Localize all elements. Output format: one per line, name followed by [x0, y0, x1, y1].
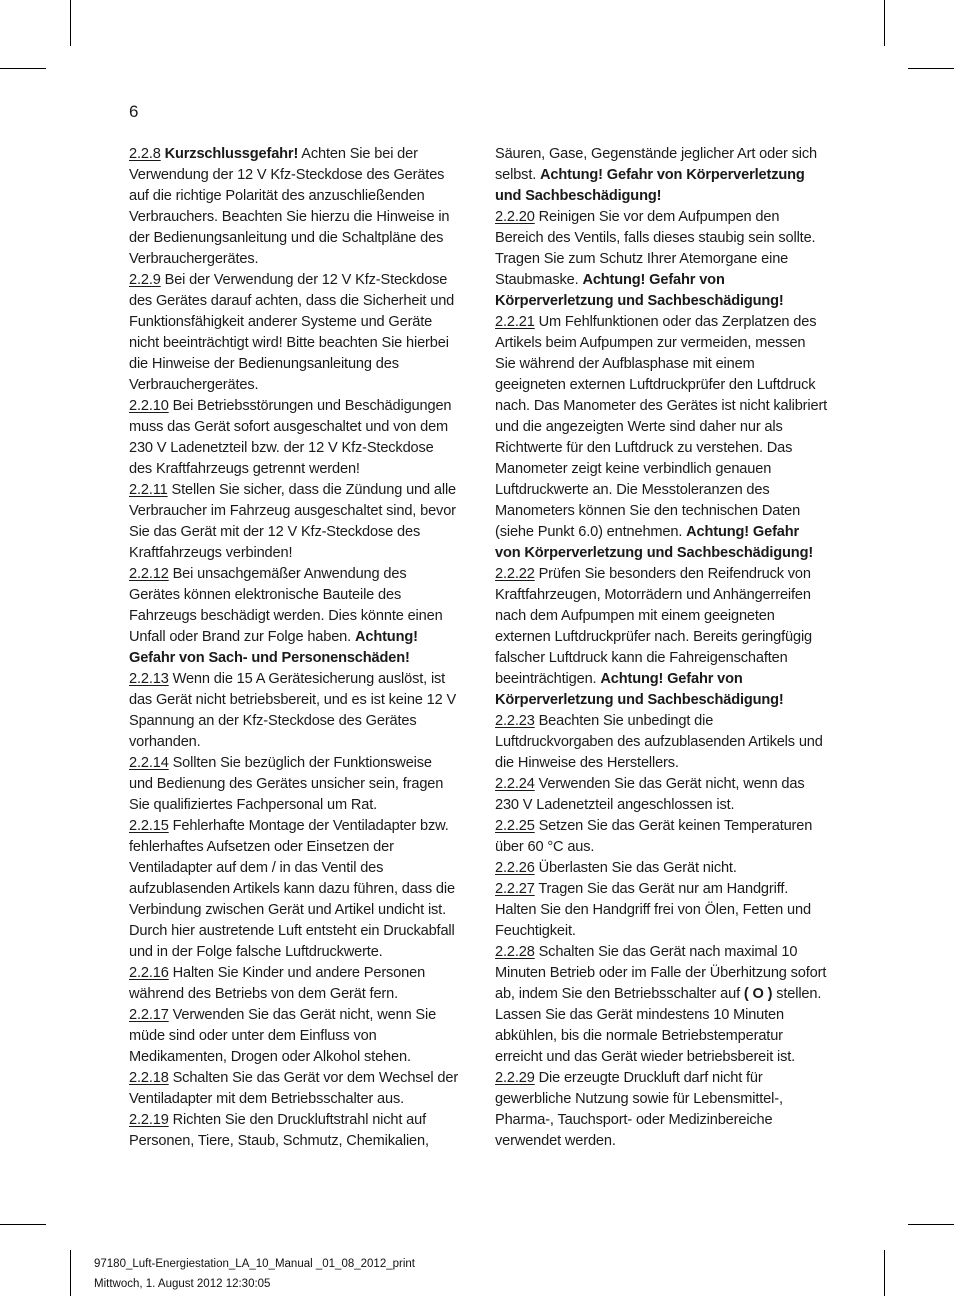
paragraph-text: Sollten Sie bezüglich der Funktionsweise und Bedienung des Gerätes unsicher sein, fragen Sie qualifiziertes Fachpersonal um Rat.: [129, 755, 444, 813]
safety-paragraph: [495, 564, 828, 711]
safety-paragraph: [495, 879, 828, 942]
paragraph-text: Stellen Sie sicher, dass die Zündung und alle Verbraucher im Fahrzeug ausgeschaltet sind, bevor Sie das Gerät mit der 12 V Kfz-Steckdose des Kraftfahrzeugs verbinden!: [129, 482, 457, 561]
warning-label: ( O ): [743, 986, 773, 1002]
paragraph-text: Beachten Sie unbedingt die Luftdruckvorgaben des aufzublasenden Artikels und die Hinweise des Herstellers.: [495, 713, 823, 771]
warning-label: Achtung! Gefahr von Körperverletzung und Sachbeschädigung!: [495, 272, 784, 309]
section-number: 2.2.18: [129, 1070, 169, 1086]
safety-paragraph: [129, 1068, 459, 1110]
safety-paragraph: [129, 270, 459, 396]
paragraph-text: Prüfen Sie besonders den Reifendruck von Kraftfahrzeugen, Motorrädern und Anhängerreifen nach dem Aufpumpen mit einem geeigneten externen Luftdruckprüfer nach. Bereits geringfügig falscher Luftdruck kann die Fahreigenschaften beeinträchtigen.: [495, 566, 812, 687]
paragraph-text: Die erzeugte Druckluft darf nicht für gewerbliche Nutzung sowie für Lebensmittel-, Pharma-, Tauchsport- oder Medizinbereiche verwendet werden.: [495, 1070, 783, 1149]
paragraph-text: Bei Betriebsstörungen und Beschädigungen muss das Gerät sofort ausgeschaltet und von dem 230 V Ladenetzteil bzw. der 12 V Kfz-Steckdose des Kraftfahrzeugs getrennt werden!: [129, 398, 452, 477]
section-number: 2.2.29: [495, 1070, 535, 1086]
safety-paragraph: [495, 774, 828, 816]
section-number: 2.2.9: [129, 272, 161, 288]
paragraph-text: stellen. Lassen Sie das Gerät mindestens 10 Minuten abkühlen, bis die normale Betriebstemperatur erreicht und das Gerät wieder betriebsbereit ist.: [495, 986, 822, 1065]
warning-label: Achtung! Gefahr von Sach- und Personenschäden!: [129, 629, 418, 666]
section-number: 2.2.13: [129, 671, 169, 687]
safety-paragraph: [129, 480, 459, 564]
safety-paragraph: [129, 1110, 459, 1152]
paragraph-text: Bei der Verwendung der 12 V Kfz-Steckdose des Gerätes darauf achten, dass die Sicherheit und Funktionsfähigkeit anderer Systeme und Geräte nicht beeinträchtigt wird! Bitte beachten Sie hierbei die Hinweise der Bedienungsanleitung des Verbrauchergerätes.: [129, 272, 455, 393]
right-column: [495, 144, 828, 1152]
paragraph-text: Bei unsachgemäßer Anwendung des Gerätes können elektronische Bauteile des Fahrzeugs beschädigt werden. Dies könnte einen Unfall oder Brand zur Folge haben.: [129, 566, 443, 645]
paragraph-text: Schalten Sie das Gerät vor dem Wechsel der Ventiladapter mit dem Betriebsschalter aus.: [129, 1070, 459, 1107]
section-number: 2.2.16: [129, 965, 169, 981]
section-number: 2.2.11: [129, 482, 168, 498]
paragraph-text: Um Fehlfunktionen oder das Zerplatzen des Artikels beim Aufpumpen zur vermeiden, messen Sie während der Aufblasphase mit einem geeigneten externen Luftdruckprüfer den Luftdruck nach. Das Manometer des Gerätes ist nicht kalibriert und die angezeigten Werte sind daher nur als Richtwerte für den Luftdruck zu verstehen. Das Manometer zeigt keine verbindlich genauen Luftdruckwerte an. Die Messtoleranzen des Manometers können Sie den technischen Daten (siehe Punkt 6.0) entnehmen.: [495, 314, 828, 540]
safety-paragraph: [495, 207, 828, 312]
safety-paragraph: [129, 1005, 459, 1068]
section-number: 2.2.8: [129, 146, 161, 162]
safety-paragraph: [495, 942, 828, 1068]
safety-paragraph: [495, 144, 828, 207]
crop-mark-bottom-right-vertical: [884, 1250, 885, 1296]
paragraph-text: Überlasten Sie das Gerät nicht.: [534, 860, 737, 876]
safety-paragraph: [129, 396, 459, 480]
safety-paragraph: [129, 816, 459, 963]
section-number: 2.2.23: [495, 713, 535, 729]
section-number: 2.2.12: [129, 566, 169, 582]
section-number: 2.2.21: [495, 314, 535, 330]
crop-mark-top-left-vertical: [70, 0, 71, 46]
crop-mark-top-right-horizontal: [908, 68, 954, 69]
safety-paragraph: [495, 858, 828, 879]
crop-mark-top-left-horizontal: [0, 68, 46, 69]
paragraph-text: Wenn die 15 A Gerätesicherung auslöst, ist das Gerät nicht betriebsbereit, und es ist keine 12 V Spannung an der Kfz-Steckdose des Gerätes vorhanden.: [129, 671, 457, 750]
safety-paragraph: [129, 963, 459, 1005]
section-number: 2.2.20: [495, 209, 535, 225]
paragraph-text: Säuren, Gase, Gegenstände jeglicher Art oder sich selbst.: [495, 146, 818, 183]
paragraph-text: Setzen Sie das Gerät keinen Temperaturen über 60 °C aus.: [495, 818, 813, 855]
print-footer-date: Mittwoch, 1. August 2012 12:30:05: [94, 1278, 271, 1290]
safety-paragraph: [495, 312, 828, 564]
section-number: 2.2.28: [495, 944, 535, 960]
paragraph-text: Verwenden Sie das Gerät nicht, wenn das 230 V Ladenetzteil angeschlossen ist.: [495, 776, 805, 813]
safety-paragraph: [129, 753, 459, 816]
warning-label: Achtung! Gefahr von Körperverletzung und Sachbeschädigung!: [495, 671, 784, 708]
safety-paragraph: [129, 144, 459, 270]
crop-mark-bottom-left-horizontal: [0, 1224, 46, 1225]
paragraph-text: Richten Sie den Druckluftstrahl nicht auf Personen, Tiere, Staub, Schmutz, Chemikalien,: [129, 1112, 429, 1149]
safety-paragraph: [129, 669, 459, 753]
paragraph-text: Schalten Sie das Gerät nach maximal 10 Minuten Betrieb oder im Falle der Überhitzung sofort ab, indem Sie den Betriebsschalter auf: [495, 944, 827, 1002]
left-column: [129, 144, 459, 1152]
warning-label: Achtung! Gefahr von Körperverletzung und Sachbeschädigung!: [495, 167, 805, 204]
crop-mark-bottom-left-vertical: [70, 1250, 71, 1296]
section-number: 2.2.17: [129, 1007, 169, 1023]
section-number: 2.2.26: [495, 860, 535, 876]
warning-label: Kurzschlussgefahr!: [164, 146, 299, 162]
safety-paragraph: [495, 816, 828, 858]
section-number: 2.2.14: [129, 755, 169, 771]
section-number: 2.2.24: [495, 776, 535, 792]
section-number: 2.2.10: [129, 398, 169, 414]
print-footer-filename: 97180_Luft-Energiestation_LA_10_Manual _01_08_2012_print: [94, 1258, 415, 1270]
warning-label: Achtung! Gefahr von Körperverletzung und Sachbeschädigung!: [495, 524, 814, 561]
section-number: 2.2.25: [495, 818, 535, 834]
paragraph-text: Achten Sie bei der Verwendung der 12 V Kfz-Steckdose des Gerätes auf die richtige Polarität des anzuschließenden Verbrauchers. Beachten Sie hierzu die Hinweise in der Bedienungsanleitung und die Schaltpläne des Verbrauchergerätes.: [129, 146, 450, 267]
paragraph-text: Halten Sie Kinder und andere Personen während des Betriebs von dem Gerät fern.: [129, 965, 426, 1002]
paragraph-text: Verwenden Sie das Gerät nicht, wenn Sie müde sind oder unter dem Einfluss von Medikamenten, Drogen oder Alkohol stehen.: [129, 1007, 437, 1065]
section-number: 2.2.27: [495, 881, 535, 897]
safety-paragraph: [129, 564, 459, 669]
safety-paragraph: [495, 711, 828, 774]
section-number: 2.2.19: [129, 1112, 169, 1128]
section-number: 2.2.15: [129, 818, 169, 834]
section-number: 2.2.22: [495, 566, 535, 582]
page-number: 6: [129, 102, 139, 121]
paragraph-text: Tragen Sie das Gerät nur am Handgriff. Halten Sie den Handgriff frei von Ölen, Fetten und Feuchtigkeit.: [495, 881, 811, 939]
paragraph-text: Fehlerhafte Montage der Ventiladapter bzw. fehlerhaftes Aufsetzen oder Einsetzen der Ventiladapter auf dem / in das Ventil des aufzublasenden Artikels kann dazu führen, dass die Verbindung zwischen Gerät und Artikel undicht ist. Durch hier austretende Luft entsteht ein Druckabfall und in der Folge falsche Luftdruckwerte.: [129, 818, 455, 960]
paragraph-text: Reinigen Sie vor dem Aufpumpen den Bereich des Ventils, falls dieses staubig sein sollte. Tragen Sie zum Schutz Ihrer Atemorgane eine Staubmaske.: [495, 209, 816, 288]
crop-mark-bottom-right-horizontal: [908, 1224, 954, 1225]
crop-mark-top-right-vertical: [884, 0, 885, 46]
safety-paragraph: [495, 1068, 828, 1152]
